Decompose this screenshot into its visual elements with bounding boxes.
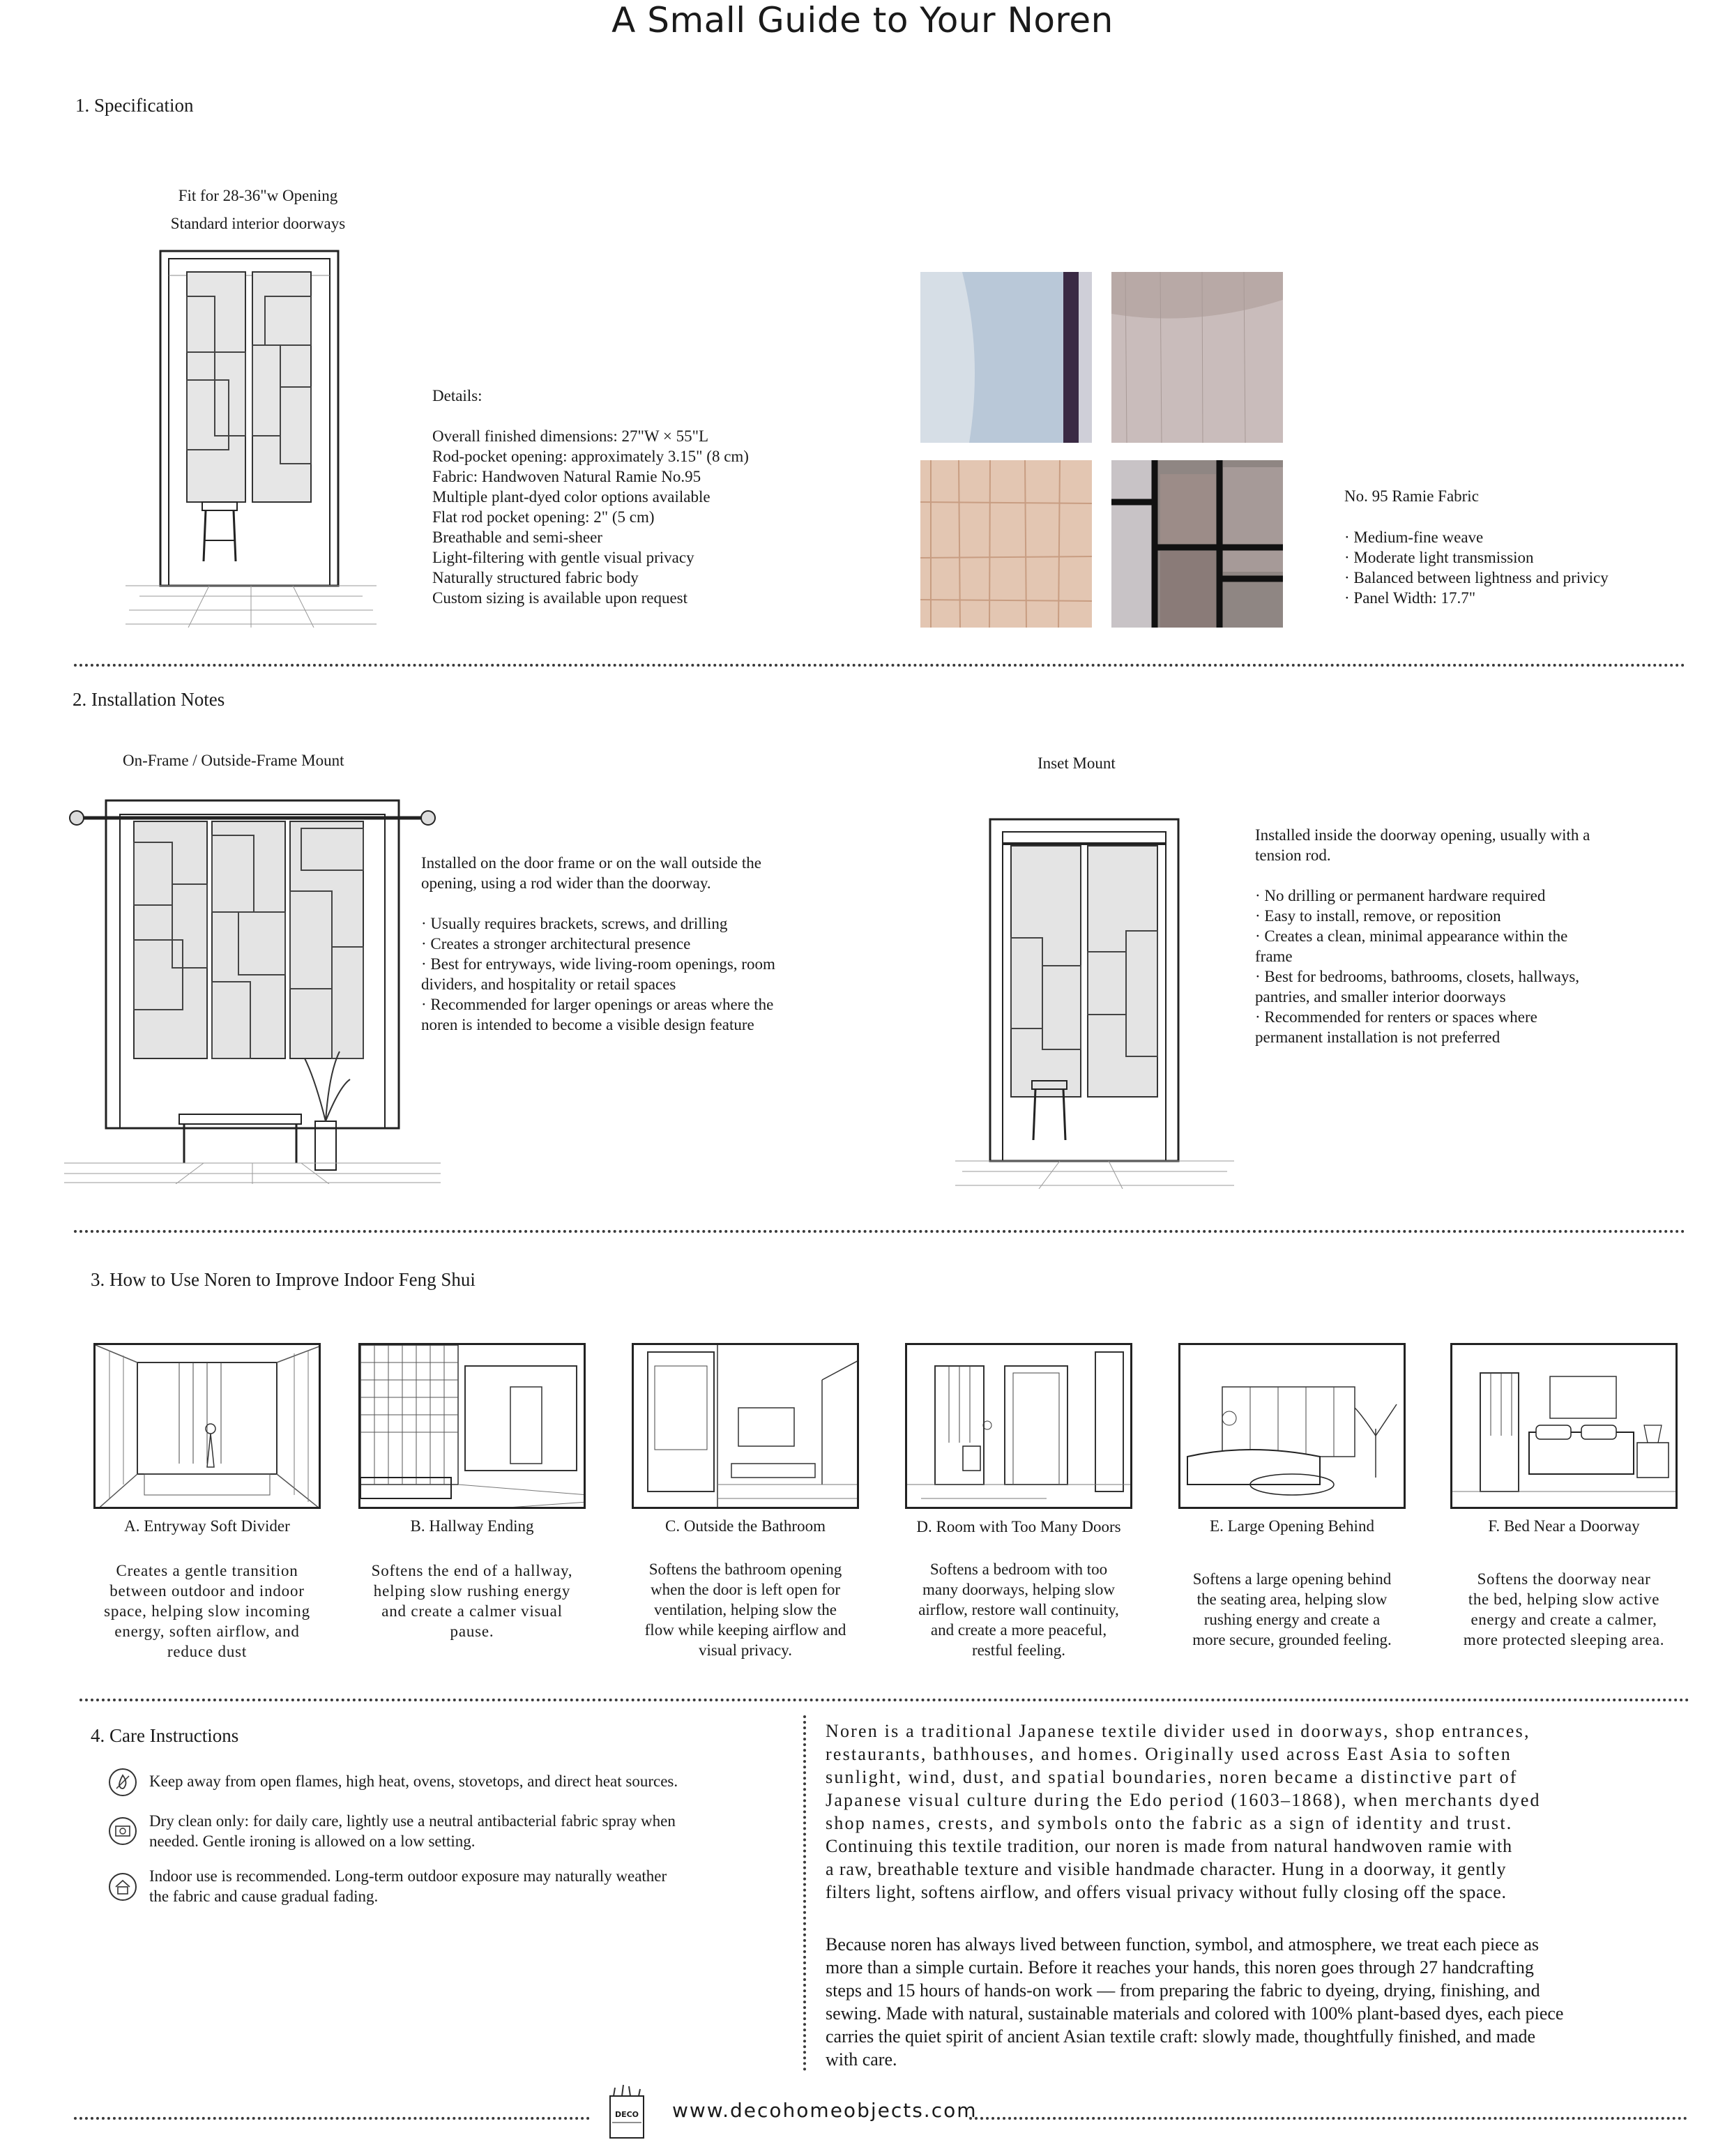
section-divider <box>74 1230 1686 1233</box>
page-title: A Small Guide to Your Noren <box>611 0 1114 40</box>
fabric-point: · Panel Width: 17.7" <box>1344 589 1476 607</box>
scene-title: F. Bed Near a Doorway <box>1488 1517 1640 1535</box>
care-line: Keep away from open flames, high heat, ovens, stovetops, and direct heat sources. <box>149 1772 678 1790</box>
fabric-heading: No. 95 Ramie Fabric <box>1344 487 1479 505</box>
scene-line: flow while keeping airflow and <box>644 1621 846 1639</box>
fabric-point: · Medium-fine weave <box>1344 529 1484 546</box>
scene-line: helping slow rushing energy <box>373 1582 571 1600</box>
scene-line: energy and create a calmer, <box>1471 1611 1657 1628</box>
scene-line: restful feeling. <box>971 1641 1066 1659</box>
care-text <box>149 1771 833 1791</box>
scene-line: Creates a gentle transition <box>116 1562 298 1579</box>
detail-item: Naturally structured fabric body <box>432 569 639 586</box>
doorway-illustration-spec <box>126 248 377 628</box>
scene-line: more secure, grounded feeling. <box>1192 1631 1392 1648</box>
no-flame-icon <box>109 1768 137 1796</box>
fit-line-1: Fit for 28-36"w Opening <box>178 187 338 204</box>
scene-line: visual privacy. <box>699 1641 792 1659</box>
dry-clean-icon <box>109 1817 137 1845</box>
brand-logo <box>608 2082 646 2146</box>
detail-item: Overall finished dimensions: 27"W × 55"L <box>432 427 709 445</box>
detail-item: Multiple plant-dyed color options available <box>432 488 710 506</box>
onframe-description <box>421 853 853 1035</box>
inset-line: · Easy to install, remove, or reposition <box>1255 907 1501 925</box>
inset-description <box>1255 825 1673 1047</box>
onframe-line: · Best for entryways, wide living-room openings, room <box>421 955 775 973</box>
scene-line: more protected sleeping area. <box>1463 1631 1665 1648</box>
details-list <box>432 426 823 608</box>
onframe-line <box>421 893 853 913</box>
section-divider <box>79 1699 1690 1701</box>
scene-entryway <box>93 1343 321 1509</box>
scene-line: ventilation, helping slow the <box>654 1601 837 1618</box>
scene-description <box>1171 1569 1413 1650</box>
about-line: steps and 15 hours of hands-on work — from preparing the fabric to dyeing, drying, finishing, and <box>826 1980 1540 2001</box>
scene-description <box>86 1561 328 1662</box>
fabric-swatch-blue <box>920 272 1092 443</box>
inset-line: permanent installation is not preferred <box>1255 1028 1500 1046</box>
detail-item: Rod-pocket opening: approximately 3.15" (8 cm) <box>432 448 749 465</box>
about-line: sewing. Made with natural, sustainable materials and colored with 100% plant-based dyes, each piece <box>826 2003 1564 2024</box>
indoor-icon <box>109 1873 137 1901</box>
care-text <box>149 1866 833 1906</box>
scene-title: D. Room with Too Many Doors <box>916 1518 1121 1535</box>
fabric-swatch-patchwork <box>1111 460 1283 628</box>
scene-large-opening <box>1178 1343 1406 1509</box>
scene-line: Softens a large opening behind <box>1192 1570 1392 1588</box>
scene-bathroom <box>632 1343 859 1509</box>
onframe-line: dividers, and hospitality or retail spaces <box>421 975 676 993</box>
footer-divider-right <box>969 2117 1687 2120</box>
onframe-line: · Creates a stronger architectural presence <box>421 935 691 952</box>
scene-line: pause. <box>450 1623 494 1640</box>
care-line: needed. Gentle ironing is allowed on a low setting. <box>149 1832 476 1850</box>
inset-line: tension rod. <box>1255 847 1331 864</box>
onframe-line: noren is intended to become a visible design feature <box>421 1016 754 1033</box>
about-line: shop names, crests, and symbols onto the fabric as a sign of identity and trust. <box>826 1813 1513 1833</box>
about-line: a raw, breathable texture and visible handmade character. Hung in a doorway, it gently <box>826 1859 1507 1879</box>
scene-title: C. Outside the Bathroom <box>665 1517 826 1535</box>
fabric-swatch-natural <box>920 460 1092 628</box>
about-line: Because noren has always lived between function, symbol, and atmosphere, we treat each piece as <box>826 1934 1540 1954</box>
onframe-line: · Recommended for larger openings or areas where the <box>421 996 774 1013</box>
detail-item: Light-filtering with gentle visual privacy <box>432 549 694 566</box>
about-line: restaurants, bathhouses, and homes. Originally used across East Asia to soften <box>826 1744 1512 1764</box>
scene-line: airflow, restore wall continuity, <box>918 1601 1119 1618</box>
scene-line: Softens a bedroom with too <box>929 1561 1108 1578</box>
inset-mount-illustration <box>955 812 1234 1189</box>
scene-description <box>1443 1569 1685 1650</box>
fabric-point: · Moderate light transmission <box>1344 549 1534 566</box>
details-heading: Details: <box>432 387 482 404</box>
fabric-point: · Balanced between lightness and privicy <box>1344 569 1609 586</box>
inset-line <box>1255 865 1673 886</box>
section-heading-specification: 1. Specification <box>75 95 194 116</box>
detail-item: Fabric: Handwoven Natural Ramie No.95 <box>432 468 701 485</box>
section-heading-care: 4. Care Instructions <box>91 1725 239 1746</box>
scene-line: the bed, helping slow active <box>1468 1591 1660 1608</box>
about-line: sunlight, wind, dust, and spatial boundaries, noren became a distinctive part of <box>826 1767 1518 1787</box>
fabric-swatch-mauve <box>1111 272 1283 443</box>
scene-line: space, helping slow incoming <box>104 1602 310 1620</box>
scene-line: rushing energy and create a <box>1203 1611 1381 1628</box>
about-paragraph-1 <box>826 1720 1690 1904</box>
scene-title: A. Entryway Soft Divider <box>124 1517 290 1535</box>
inset-line: Installed inside the doorway opening, usually with a <box>1255 826 1590 844</box>
inset-line: · Best for bedrooms, bathrooms, closets, hallways, <box>1255 968 1580 985</box>
about-line: carries the quiet spirit of ancient Asian textile craft: slowly made, thoughtfully finished, and made <box>826 2026 1536 2047</box>
scene-hallway <box>358 1343 586 1509</box>
care-line: Indoor use is recommended. Long-term outdoor exposure may naturally weather <box>149 1867 667 1885</box>
scene-title: B. Hallway Ending <box>410 1517 534 1535</box>
scene-line: reduce dust <box>167 1643 248 1660</box>
inset-line: · Recommended for renters or spaces where <box>1255 1008 1537 1026</box>
detail-item: Breathable and semi-sheer <box>432 529 602 546</box>
inset-line: frame <box>1255 948 1293 965</box>
footer-divider-left <box>74 2117 590 2120</box>
about-line: Noren is a traditional Japanese textile divider used in doorways, shop entrances, <box>826 1721 1530 1741</box>
about-line: Japanese visual culture during the Edo period (1603–1868), when merchants dyed <box>826 1790 1541 1810</box>
scene-line: between outdoor and indoor <box>109 1582 305 1600</box>
fabric-points <box>1344 527 1693 608</box>
section-divider <box>74 664 1686 667</box>
scene-line: Softens the doorway near <box>1477 1570 1651 1588</box>
about-paragraph-2 <box>826 1933 1690 2071</box>
care-line: Dry clean only: for daily care, lightly use a neutral antibacterial fabric spray when <box>149 1812 676 1830</box>
scene-line: Softens the bathroom opening <box>648 1561 842 1578</box>
scene-many-doors <box>905 1343 1132 1509</box>
onframe-label: On-Frame / Outside-Frame Mount <box>123 752 344 769</box>
scene-line: many doorways, helping slow <box>922 1581 1115 1598</box>
care-text <box>149 1811 833 1851</box>
scene-bed-doorway <box>1450 1343 1678 1509</box>
detail-item: Custom sizing is available upon request <box>432 589 688 607</box>
inset-label: Inset Mount <box>1038 754 1116 772</box>
onframe-line: Installed on the door frame or on the wall outside the <box>421 854 761 872</box>
column-divider <box>803 1715 806 2071</box>
scene-line: energy, soften airflow, and <box>114 1623 300 1640</box>
about-line: with care. <box>826 2049 897 2070</box>
scene-line: and create a calmer visual <box>381 1602 563 1620</box>
scene-line: Softens the end of a hallway, <box>371 1562 573 1579</box>
inset-line: pantries, and smaller interior doorways <box>1255 988 1506 1005</box>
logo-text: DECO <box>614 2110 639 2119</box>
scene-line: when the door is left open for <box>650 1581 841 1598</box>
scene-description <box>625 1559 866 1660</box>
about-line: filters light, softens airflow, and offers visual privacy without fully closing off the space. <box>826 1882 1507 1902</box>
about-line: more than a simple curtain. Before it reaches your hands, this noren goes through 27 handcrafting <box>826 1957 1534 1977</box>
scene-description <box>898 1559 1139 1660</box>
scene-line: the seating area, helping slow <box>1196 1591 1388 1608</box>
about-line: Continuing this textile tradition, our noren is made from natural handwoven ramie with <box>826 1836 1513 1856</box>
detail-item: Flat rod pocket opening: 2" (5 cm) <box>432 508 655 526</box>
inset-line: · Creates a clean, minimal appearance within the <box>1255 927 1568 945</box>
scene-description <box>351 1561 593 1641</box>
website-link[interactable]: www.decohomeobjects.com <box>672 2099 978 2122</box>
scene-title: E. Large Opening Behind <box>1210 1517 1374 1535</box>
onframe-line: opening, using a rod wider than the doorway. <box>421 874 711 892</box>
onframe-mount-illustration <box>64 787 441 1184</box>
inset-line: · No drilling or permanent hardware required <box>1255 887 1546 904</box>
scene-line: and create a more peaceful, <box>930 1621 1107 1639</box>
onframe-line: · Usually requires brackets, screws, and drilling <box>421 915 728 932</box>
section-heading-installation: 2. Installation Notes <box>73 689 225 710</box>
care-line: the fabric and cause gradual fading. <box>149 1888 379 1905</box>
section-heading-feng-shui: 3. How to Use Noren to Improve Indoor Feng Shui <box>91 1269 476 1290</box>
fit-line-2: Standard interior doorways <box>170 215 346 232</box>
